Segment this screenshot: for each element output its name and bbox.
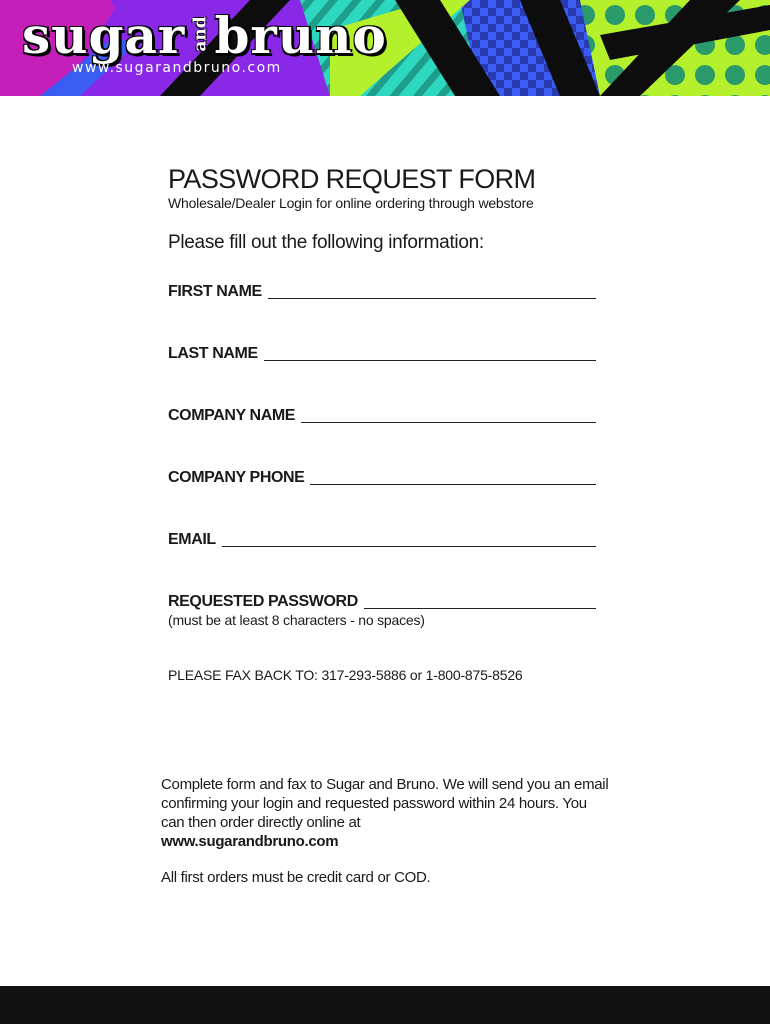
store-url-link[interactable]: www.sugarandbruno.com xyxy=(161,833,339,850)
last-name-field[interactable] xyxy=(168,341,596,363)
company-phone-label: COMPANY PHONE xyxy=(168,469,305,486)
form-title: PASSWORD REQUEST FORM xyxy=(168,164,536,194)
banner-url[interactable]: www.sugarandbruno.com xyxy=(72,60,282,76)
email-field[interactable] xyxy=(168,527,596,549)
fax-instructions: PLEASE FAX BACK TO: 317-293-5886 or 1-800-875-8526 xyxy=(168,667,523,683)
company-name-field[interactable] xyxy=(168,403,596,425)
requested-password-blank[interactable] xyxy=(364,608,596,609)
email-blank[interactable] xyxy=(222,546,596,547)
logo-word-sugar: sugar xyxy=(22,6,186,65)
form-subtitle: Wholesale/Dealer Login for online ordering through webstore xyxy=(168,195,534,211)
brand-logo[interactable] xyxy=(22,8,387,64)
company-phone-blank[interactable] xyxy=(310,484,596,485)
form-instructions: Please fill out the following information: xyxy=(168,232,484,253)
footer-bar xyxy=(0,986,770,1024)
last-name-blank[interactable] xyxy=(264,360,596,361)
payment-terms-note: All first orders must be credit card or COD. xyxy=(161,869,431,886)
last-name-label: LAST NAME xyxy=(168,345,258,362)
company-phone-field[interactable] xyxy=(168,465,596,487)
requested-password-field[interactable] xyxy=(168,589,596,611)
email-label: EMAIL xyxy=(168,531,216,548)
logo-word-bruno: bruno xyxy=(214,6,387,65)
requested-password-label: REQUESTED PASSWORD xyxy=(168,593,358,610)
header-banner xyxy=(0,0,770,96)
first-name-label: FIRST NAME xyxy=(168,283,262,300)
first-name-blank[interactable] xyxy=(268,298,596,299)
logo-word-and: and xyxy=(190,16,211,52)
company-name-blank[interactable] xyxy=(301,422,596,423)
completion-paragraph xyxy=(161,775,611,851)
company-name-label: COMPANY NAME xyxy=(168,407,296,424)
completion-text: Complete form and fax to Sugar and Bruno. We will send you an email confirming your login and requested password within 24 hours. You can then order directly online at xyxy=(161,776,609,831)
first-name-field[interactable] xyxy=(168,279,596,301)
password-requirements-note: (must be at least 8 characters - no spaces) xyxy=(168,612,425,628)
